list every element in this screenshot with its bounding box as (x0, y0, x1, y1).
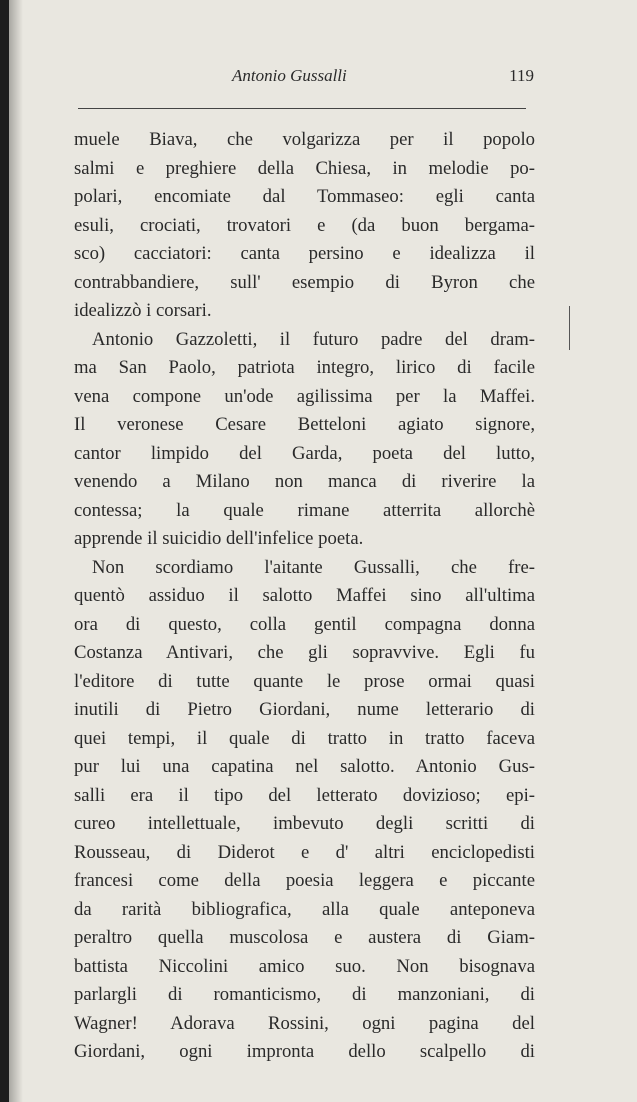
text-line: ma San Paolo, patriota integro, lirico di facile (74, 357, 535, 378)
text-line: Costanza Antivari, che gli sopravvive. Egli fu (74, 642, 535, 663)
text-line: cureo intellettuale, imbevuto degli scritti di (74, 813, 535, 834)
running-header (74, 66, 534, 94)
text-line: pur lui una capatina nel salotto. Antonio Gus- (74, 756, 535, 777)
text-line: l'editore di tutte quante le prose ormai quasi (74, 670, 535, 692)
text-line: da rarità bibliografica, alla quale anteponeva (74, 898, 535, 920)
page-binding-edge (0, 0, 9, 1102)
text-line: salli era il tipo del letterato dovizioso; epi- (74, 784, 535, 806)
text-line: ora di questo, colla gentil compagna donna (74, 613, 535, 635)
text-line: venendo a Milano non manca di riverire la (74, 471, 535, 492)
text-line: muele Biava, che volgarizza per il popolo (74, 129, 535, 150)
text-line: apprende il suicidio dell'infelice poeta. (74, 528, 364, 549)
page-number: 119 (509, 66, 534, 85)
body-text (74, 126, 535, 1067)
text-line: Il veronese Cesare Betteloni agiato signore, (74, 414, 535, 435)
text-line: Wagner! Adorava Rossini, ogni pagina del (74, 1012, 535, 1034)
text-line: peraltro quella muscolosa e austera di Giam- (74, 927, 535, 948)
text-line: inutili di Pietro Giordani, nume letterario di (74, 699, 535, 720)
text-line: quentò assiduo il salotto Maffei sino all'ultima (74, 585, 535, 606)
text-line: salmi e preghiere della Chiesa, in melodie po- (74, 157, 535, 179)
text-line: idealizzò i corsari. (74, 300, 212, 321)
text-line: battista Niccolini amico suo. Non bisognava (74, 955, 535, 977)
text-line: Non scordiamo l'aitante Gussalli, che fre- (92, 556, 535, 578)
text-line: contessa; la quale rimane atterrita allorchè (74, 499, 535, 521)
text-line: esuli, crociati, trovatori e (da buon bergama- (74, 214, 535, 236)
text-line: polari, encomiate dal Tommaseo: egli canta (74, 186, 535, 207)
text-line: Giordani, ogni impronta dello scalpello di (74, 1041, 535, 1062)
text-line: Antonio Gazzoletti, il futuro padre del dram- (92, 328, 535, 350)
text-line: sco) cacciatori: canta persino e idealizza il (74, 243, 535, 264)
text-line: quei tempi, il quale di tratto in tratto faceva (74, 727, 535, 749)
running-title: Antonio Gussalli (232, 66, 347, 85)
text-line: contrabbandiere, sull' esempio di Byron che (74, 271, 535, 293)
text-line: vena compone un'ode agilissima per la Maffei. (74, 385, 535, 407)
text-line: cantor limpido del Garda, poeta del lutto, (74, 442, 535, 464)
text-line: parlargli di romanticismo, di manzoniani, di (74, 984, 535, 1005)
header-rule (78, 108, 526, 109)
text-line: Rousseau, di Diderot e d' altri enciclopedisti (74, 841, 535, 863)
text-line: francesi come della poesia leggera e piccante (74, 870, 535, 891)
margin-mark (569, 306, 571, 350)
